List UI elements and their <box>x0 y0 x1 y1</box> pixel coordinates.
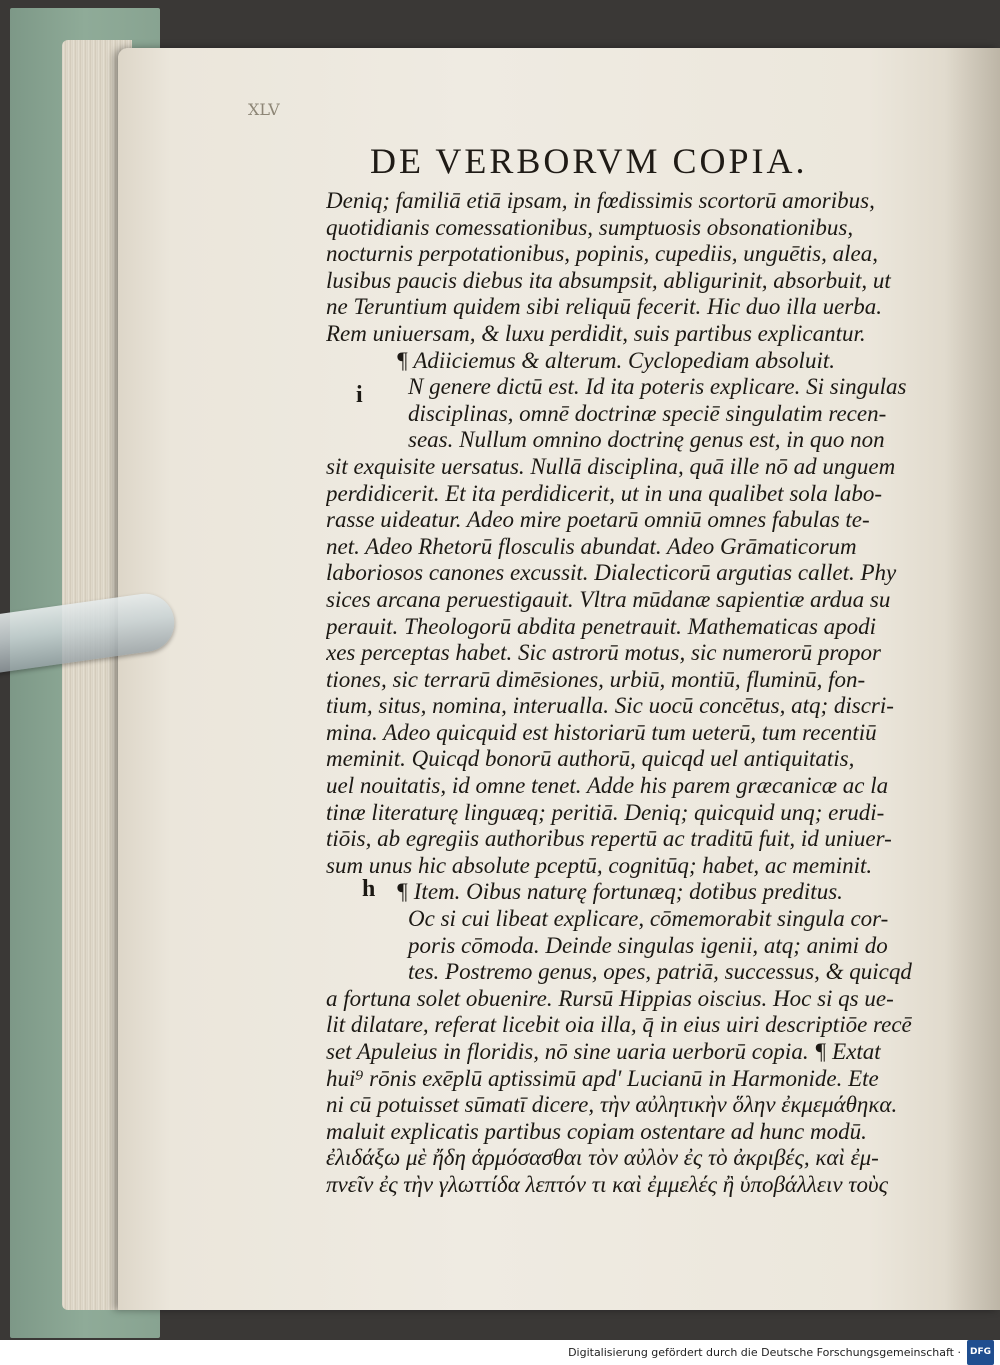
text-line: tinæ literaturę linguæq; peritiā. Deniq; quicquid unq; erudi- <box>326 799 885 825</box>
initial-letter-h: h <box>362 876 376 902</box>
text-line: lit dilatare, referat licebit oia illa, q̄ in eius uiri descriptiōe recē <box>326 1012 912 1038</box>
text-line: Deniq; familiā etiā ipsam, in fœdissimis scortorū amoribus, <box>326 188 875 213</box>
text-line: perauit. Theologorū abdita penetrauit. Mathematicas apodi <box>326 613 877 639</box>
initial-letter-i: i <box>356 382 363 408</box>
text-line: rasse uideatur. Adeo mire poetarū omniū omnes fabulas te- <box>326 507 870 533</box>
dfg-logo-icon: DFG <box>967 1340 994 1365</box>
text-line: perdidicerit. Et ita perdidicerit, ut in una qualibet sola labo- <box>326 480 882 506</box>
digitization-footer <box>0 1340 1000 1363</box>
text-line: sices arcana peruestigauit. Vltra mūdanæ sapientiæ ardua su <box>326 586 891 612</box>
text-line: sum unus hic absolute pceptū, cognitūq; habet, ac meminit. <box>326 852 873 878</box>
text-line: set Apuleius in floridis, nō sine uaria uerborū copia. ¶ Extat <box>326 1039 881 1064</box>
body-text <box>326 188 926 1199</box>
folio-number: XLV <box>248 100 280 119</box>
text-line: ni cū potuisset sūmatī dicere, τὴν αὐλητικὴν ὅλην ἐκμεμάθηκα. <box>326 1092 898 1118</box>
text-line: maluit explicatis partibus copiam ostentare ad hunc modū. <box>326 1118 867 1144</box>
text-line: ¶ Adiiciemus & alterum. Cyclopediam absoluit. <box>396 347 835 373</box>
text-line-greek: ἐλιδάξω μὲ ἤδη ἁρμόσασθαι τὸν αὐλὸν ἐς τὸ ἀκριβές, καὶ ἐμ- <box>326 1145 879 1171</box>
text-line: tium, situs, nomina, interualla. Sic uocū concētus, atq; discri- <box>326 693 894 719</box>
text-line: tiōis, ab egregiis authoribus repertū ac traditū fuit, id uniuer- <box>326 826 892 852</box>
text-line: disciplinas, omnē doctrinæ speciē singulatim recen- <box>408 400 887 426</box>
funding-credit: Digitalisierung gefördert durch die Deutsche Forschungsgemeinschaft · <box>568 1345 961 1359</box>
text-line: tes. Postremo genus, opes, patriā, successus, & quicqd <box>408 959 912 985</box>
text-line: ne Teruntium quidem sibi reliquū fecerit. Hic duo illa uerba. <box>326 294 882 320</box>
text-line: Rem uniuersam, & luxu perdidit, suis partibus explicantur. <box>326 320 866 346</box>
running-head: DE VERBORVM COPIA. <box>370 141 808 181</box>
text-line: meminit. Quicqd bonorū authorū, quicqd uel antiquitatis, <box>326 746 855 772</box>
text-line: Oc si cui libeat explicare, cōmemorabit singula cor- <box>408 906 889 932</box>
text-line: sit exquisite uersatus. Nullā disciplina, quā ille nō ad unguem <box>326 453 896 479</box>
text-line: net. Adeo Rhetorū flosculis abundat. Adeo Grāmaticorum <box>326 533 857 559</box>
text-line: mina. Adeo quicquid est historiarū tum ueterū, tum recentiū <box>326 719 877 745</box>
text-line: tiones, sic terrarū dimēsiones, urbiū, montiū, fluminū, fon- <box>326 666 866 692</box>
text-line: xes perceptas habet. Sic astrorū motus, sic numerorū propor <box>326 640 881 666</box>
text-line: nocturnis perpotationibus, popinis, cupediis, unguētis, alea, <box>326 241 878 267</box>
text-line: laboriosos canones excussit. Dialecticorū argutias callet. Phy <box>326 560 897 586</box>
text-line-greek: πνεῖν ἐς τὴν γλωττίδα λεπτόν τι καὶ ἐμμελές ἢ ὑποβάλλειν τοὺς <box>326 1171 888 1197</box>
text-line: seas. Nullum omnino doctrinę genus est, in quo non <box>408 427 885 453</box>
text-line: a fortuna solet obuenire. Rursū Hippias oiscius. Hoc si qs ue- <box>326 985 894 1011</box>
text-line: lusibus paucis diebus ita absumpsit, abligurinit, absorbuit, ut <box>326 267 891 293</box>
text-line: uel nouitatis, id omne tenet. Adde his parem græcanicæ ac la <box>326 773 889 799</box>
text-line: ¶ Item. Oibus naturę fortunæq; dotibus preditus. <box>396 879 843 905</box>
text-line: quotidianis comessationibus, sumptuosis obsonationibus, <box>326 214 854 240</box>
spine-shadow <box>945 48 1000 1310</box>
text-line: poris cōmoda. Deinde singulas igenii, atq; animi do <box>408 932 888 958</box>
text-line: N genere dictū est. Id ita poteris explicare. Si singulas <box>408 374 907 400</box>
text-line: hui⁹ rōnis exēplū aptissimū apd' Lucianū in Harmonide. Ete <box>326 1065 879 1091</box>
